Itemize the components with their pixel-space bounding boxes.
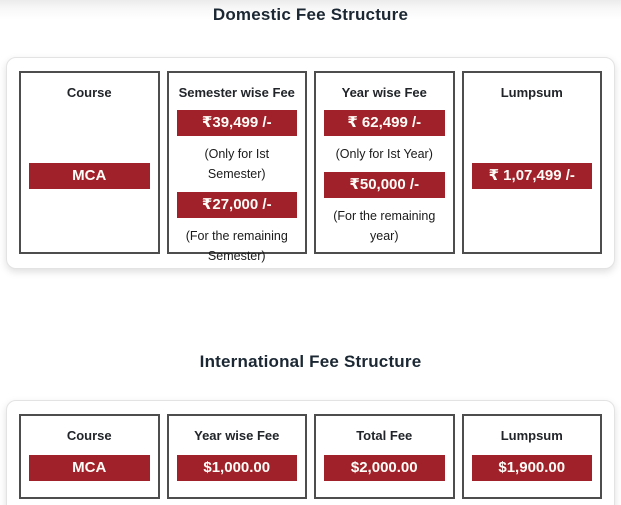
domestic-fee-card — [6, 57, 615, 269]
domestic-fee-table — [19, 71, 602, 263]
year-fee-badge-1: ₹ 62,499 /- — [324, 110, 445, 136]
year-fee-note-2: (For the remaining year) — [333, 209, 436, 243]
international-course-cell — [19, 414, 160, 499]
course-badge: MCA — [29, 455, 150, 481]
lumpsum-fee-badge: ₹ 1,07,499 /- — [472, 163, 593, 189]
international-section-title: International Fee Structure — [199, 352, 422, 371]
course-badge: MCA — [29, 163, 150, 189]
domestic-semester-fee-cell — [167, 71, 308, 263]
total-fee-badge: $2,000.00 — [324, 455, 445, 481]
international-fee-section — [0, 352, 621, 505]
column-header-year-fee: Year wise Fee — [194, 428, 280, 443]
year-fee-badge-2: ₹50,000 /- — [324, 172, 445, 198]
domestic-year-fee-cell — [314, 71, 455, 254]
international-fee-card — [6, 400, 615, 505]
semester-fee-badge-2: ₹27,000 /- — [177, 192, 298, 218]
column-header-total-fee: Total Fee — [356, 428, 413, 443]
lumpsum-fee-badge: $1,900.00 — [472, 455, 593, 481]
semester-fee-note-1: (Only for Ist Semester) — [204, 147, 270, 181]
domestic-lumpsum-cell — [462, 71, 603, 254]
year-fee-badge: $1,000.00 — [177, 455, 298, 481]
semester-fee-note-2: (For the remaining Semester) — [185, 229, 288, 263]
domestic-section-title: Domestic Fee Structure — [212, 5, 409, 24]
column-header-lumpsum: Lumpsum — [500, 428, 563, 443]
column-header-lumpsum: Lumpsum — [500, 85, 563, 100]
international-total-fee-cell — [314, 414, 455, 499]
column-header-semester-fee: Semester wise Fee — [178, 85, 295, 100]
international-lumpsum-cell — [462, 414, 603, 499]
domestic-course-cell — [19, 71, 160, 254]
year-fee-note-1: (Only for Ist Year) — [335, 147, 433, 161]
column-header-course: Course — [66, 428, 112, 443]
semester-fee-badge-1: ₹39,499 /- — [177, 110, 298, 136]
column-header-year-fee: Year wise Fee — [341, 85, 427, 100]
international-year-fee-cell — [167, 414, 308, 499]
international-fee-table — [19, 414, 602, 499]
column-header-course: Course — [66, 85, 112, 100]
